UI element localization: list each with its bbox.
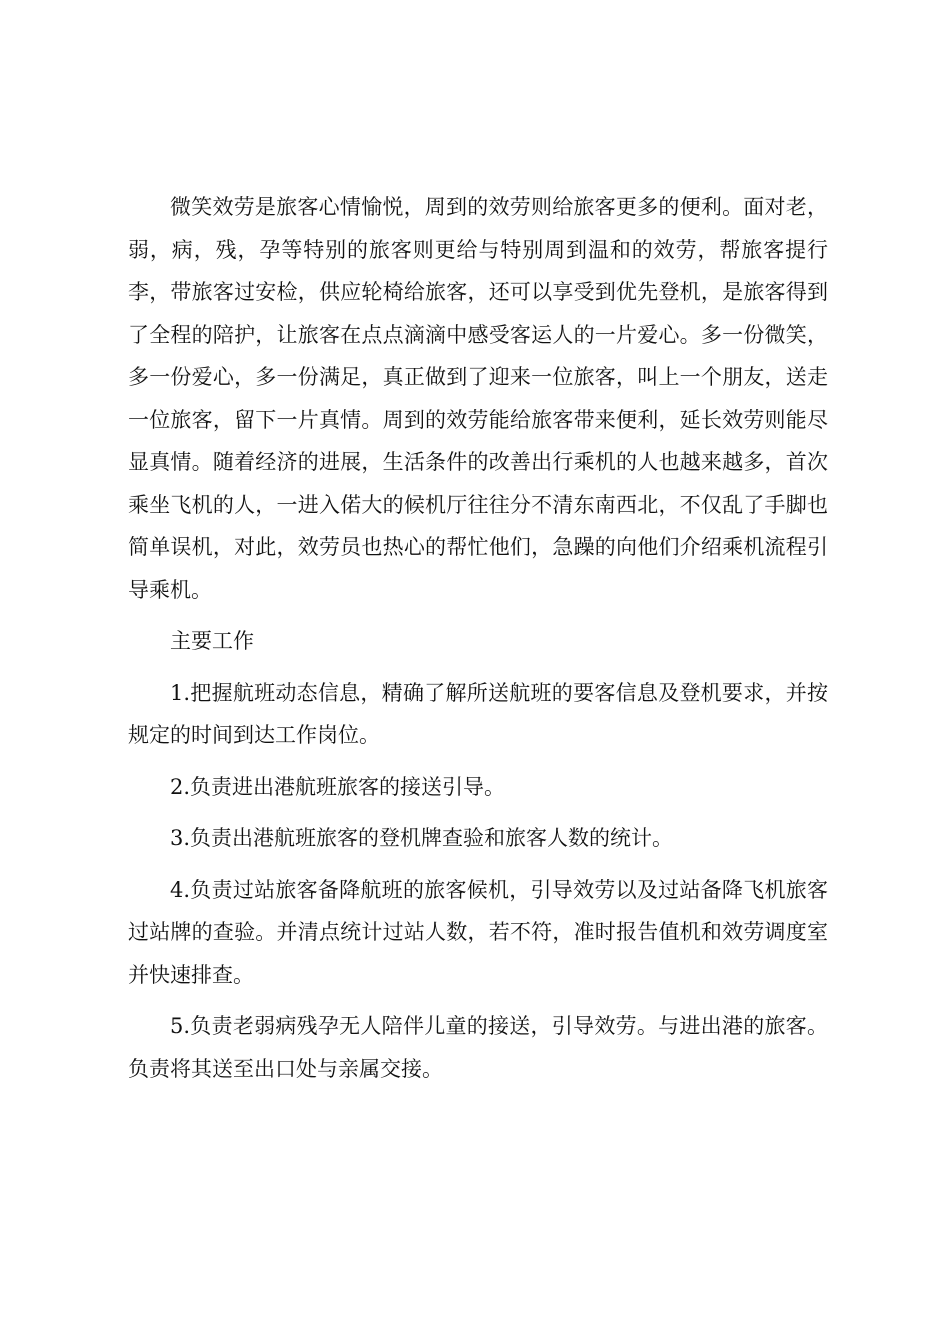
- intro-paragraph: 微笑效劳是旅客心情愉悦，周到的效劳则给旅客更多的便利。面对老，弱，病，残，孕等特别的旅客则更给与特别周到温和的效劳，帮旅客提行李，带旅客过安检，供应轮椅给旅客，还可以享受到优先登机，是旅客得到了全程的陪护，让旅客在点点滴滴中感受客运人的一片爱心。多一份微笑，多一份爱心，多一份满足，真正做到了迎来一位旅客，叫上一个朋友，送走一位旅客，留下一片真情。周到的效劳能给旅客带来便利，延长效劳则能尽显真情。随着经济的进展，生活条件的改善出行乘机的人也越来越多，首次乘坐飞机的人，一进入偌大的候机厅往往分不清东南西北，不仅乱了手脚也简单误机，对此，效劳员也热心的帮忙他们，急躁的向他们介绍乘机流程引导乘机。: [128, 195, 828, 602]
- list-item-3: 3.负责出港航班旅客的登机牌查验和旅客人数的统计。: [170, 826, 674, 850]
- list-item-5: 5.负责老弱病残孕无人陪伴儿童的接送，引导效劳。与进出港的旅客。负责将其送至出口处与亲属交接。: [128, 1014, 828, 1081]
- list-item-2: 2.负责进出港航班旅客的接送引导。: [170, 774, 506, 799]
- section-heading: 主要工作: [170, 629, 254, 653]
- list-item-1: 1.把握航班动态信息，精确了解所送航班的要客信息及登机要求，并按规定的时间到达工作岗位。: [128, 680, 828, 747]
- list-item-4: 4.负责过站旅客备降航班的旅客候机，引导效劳以及过站备降飞机旅客过站牌的查验。并清点统计过站人数，若不符，准时报告值机和效劳调度室并快速排查。: [128, 877, 828, 987]
- document-body: [128, 186, 828, 1099]
